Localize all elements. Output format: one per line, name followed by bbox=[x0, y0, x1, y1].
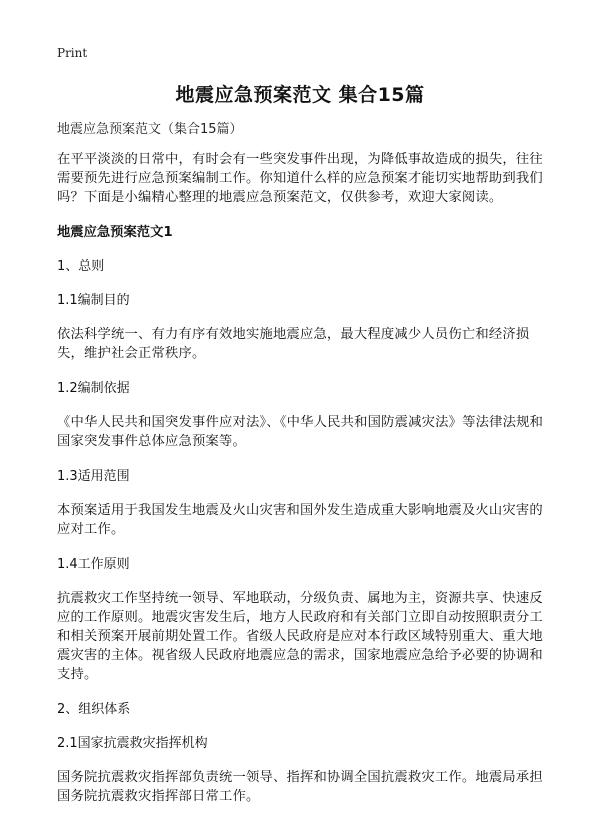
section-general: 1、总则 bbox=[57, 259, 105, 274]
paragraph-basis: 《中华人民共和国突发事件应对法》、《中华人民共和国防震减灾法》等法律法规和国家突发事件总体应急预案等。 bbox=[57, 415, 544, 449]
subsection-basis: 1.2编制依据 bbox=[57, 381, 130, 396]
paragraph-principles: 抗震救灾工作坚持统一领导、军地联动，分级负责、属地为主，资源共享、快速反应的工作原则。地震灾害发生后，地方人民政府和有关部门立即自动按照职责分工和相关预案开展前期处置工作。省级人民政府是应对本行政区域特别重大、重大地震灾害的主体。视省级人民政府地震应急的需求，国家地震应急给予必要的协调和支持。 bbox=[57, 591, 543, 682]
paragraph-command: 国务院抗震救灾指挥部负责统一领导、指挥和协调全国抗震救灾工作。地震局承担国务院抗震救灾指挥部日常工作。 bbox=[57, 770, 543, 804]
article-heading: 地震应急预案范文1 bbox=[57, 225, 173, 240]
document-subtitle: 地震应急预案范文（集合15篇） bbox=[57, 122, 243, 137]
print-link[interactable]: Print bbox=[57, 46, 88, 60]
subsection-purpose: 1.1编制目的 bbox=[57, 293, 130, 308]
section-organization: 2、组织体系 bbox=[57, 702, 131, 717]
subsection-scope: 1.3适用范围 bbox=[57, 469, 130, 484]
subsection-command: 2.1国家抗震救灾指挥机构 bbox=[57, 736, 208, 751]
page-title: 地震应急预案范文 集合15篇 bbox=[175, 84, 425, 106]
paragraph-purpose: 依法科学统一、有力有序有效地实施地震应急，最大程度减少人员伤亡和经济损失，维护社会正常秩序。 bbox=[57, 327, 530, 361]
paragraph-scope: 本预案适用于我国发生地震及火山灾害和国外发生造成重大影响地震及火山灾害的应对工作。 bbox=[57, 503, 543, 537]
document-body bbox=[57, 121, 553, 822]
subsection-principles: 1.4工作原则 bbox=[57, 557, 130, 572]
intro-paragraph: 在平平淡淡的日常中，有时会有一些突发事件出现，为降低事故造成的损失，往往需要预先进行应急预案编制工作。你知道什么样的应急预案才能切实地帮助到我们吗？下面是小编精心整理的地震应急预案范文，仅供参考，欢迎大家阅读。 bbox=[57, 152, 543, 205]
